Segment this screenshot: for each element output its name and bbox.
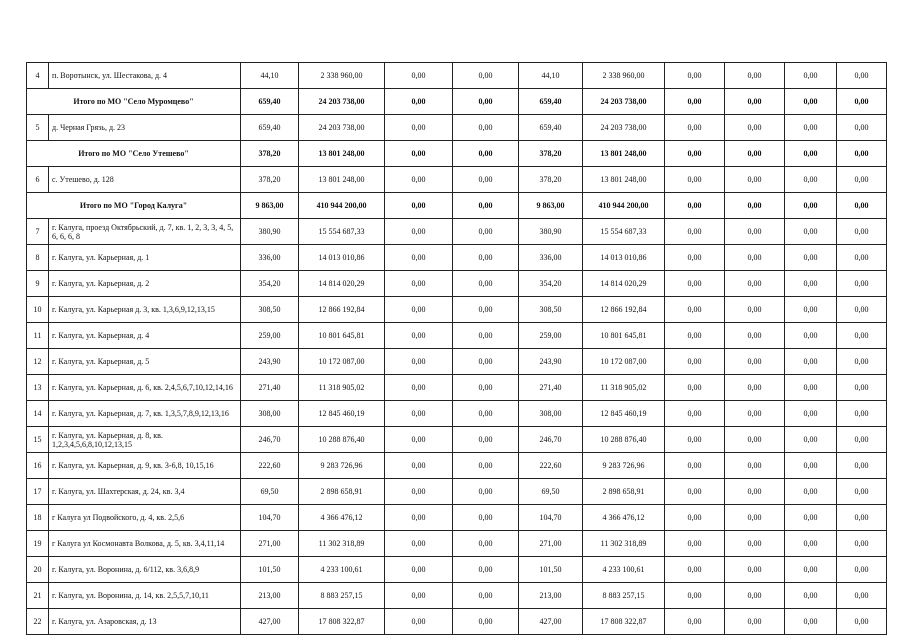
area-b-cell: 9 863,00 xyxy=(519,193,583,219)
area-c-cell: 0,00 xyxy=(665,505,725,531)
area-a-cell: 0,00 xyxy=(385,89,453,115)
area-d-cell: 0,00 xyxy=(785,141,837,167)
cost-d-cell: 0,00 xyxy=(837,89,887,115)
area-b-cell: 101,50 xyxy=(519,557,583,583)
cost-total-cell: 12 866 192,84 xyxy=(299,297,385,323)
cost-b-cell: 17 808 322,87 xyxy=(583,609,665,635)
table-row xyxy=(27,401,887,427)
row-number: 5 xyxy=(27,115,49,141)
cost-b-cell: 14 814 020,29 xyxy=(583,271,665,297)
area-d-cell: 0,00 xyxy=(785,557,837,583)
area-a-cell: 0,00 xyxy=(385,193,453,219)
cost-d-cell: 0,00 xyxy=(837,401,887,427)
cost-c-cell: 0,00 xyxy=(725,297,785,323)
cost-total-cell: 14 814 020,29 xyxy=(299,271,385,297)
cost-c-cell: 0,00 xyxy=(725,193,785,219)
cost-total-cell: 24 203 738,00 xyxy=(299,89,385,115)
cost-total-cell: 11 302 318,89 xyxy=(299,531,385,557)
cost-b-cell: 4 366 476,12 xyxy=(583,505,665,531)
area-b-cell: 271,40 xyxy=(519,375,583,401)
area-total-cell: 104,70 xyxy=(241,505,299,531)
area-total-cell: 44,10 xyxy=(241,63,299,89)
area-b-cell: 378,20 xyxy=(519,141,583,167)
cost-d-cell: 0,00 xyxy=(837,167,887,193)
area-b-cell: 213,00 xyxy=(519,583,583,609)
area-total-cell: 354,20 xyxy=(241,271,299,297)
cost-c-cell: 0,00 xyxy=(725,583,785,609)
area-total-cell: 222,60 xyxy=(241,453,299,479)
row-number: 11 xyxy=(27,323,49,349)
cost-a-cell: 0,00 xyxy=(453,193,519,219)
subtotal-row xyxy=(27,141,887,167)
cost-b-cell: 10 801 645,81 xyxy=(583,323,665,349)
area-a-cell: 0,00 xyxy=(385,427,453,453)
area-d-cell: 0,00 xyxy=(785,193,837,219)
area-b-cell: 44,10 xyxy=(519,63,583,89)
table-row xyxy=(27,63,887,89)
cost-d-cell: 0,00 xyxy=(837,323,887,349)
area-c-cell: 0,00 xyxy=(665,115,725,141)
area-a-cell: 0,00 xyxy=(385,479,453,505)
cost-c-cell: 0,00 xyxy=(725,219,785,245)
area-total-cell: 659,40 xyxy=(241,89,299,115)
area-b-cell: 308,00 xyxy=(519,401,583,427)
cost-d-cell: 0,00 xyxy=(837,297,887,323)
address-cell: г. Калуга, ул. Карьерная, д. 8, кв. 1,2,3,4,5,6,8,10,12,13,15 xyxy=(49,427,241,453)
area-total-cell: 9 863,00 xyxy=(241,193,299,219)
cost-c-cell: 0,00 xyxy=(725,375,785,401)
area-total-cell: 101,50 xyxy=(241,557,299,583)
cost-total-cell: 4 233 100,61 xyxy=(299,557,385,583)
table-row xyxy=(27,297,887,323)
area-a-cell: 0,00 xyxy=(385,141,453,167)
area-a-cell: 0,00 xyxy=(385,219,453,245)
area-total-cell: 378,20 xyxy=(241,141,299,167)
cost-d-cell: 0,00 xyxy=(837,583,887,609)
area-d-cell: 0,00 xyxy=(785,505,837,531)
subtotal-row xyxy=(27,193,887,219)
cost-b-cell: 410 944 200,00 xyxy=(583,193,665,219)
area-b-cell: 222,60 xyxy=(519,453,583,479)
table-row xyxy=(27,557,887,583)
row-number: 20 xyxy=(27,557,49,583)
area-total-cell: 243,90 xyxy=(241,349,299,375)
row-number: 9 xyxy=(27,271,49,297)
address-cell: п. Воротынск, ул. Шестакова, д. 4 xyxy=(49,63,241,89)
area-c-cell: 0,00 xyxy=(665,531,725,557)
area-b-cell: 659,40 xyxy=(519,89,583,115)
area-c-cell: 0,00 xyxy=(665,245,725,271)
table-row xyxy=(27,505,887,531)
cost-c-cell: 0,00 xyxy=(725,609,785,635)
cost-d-cell: 0,00 xyxy=(837,531,887,557)
housing-program-table xyxy=(26,62,887,635)
area-c-cell: 0,00 xyxy=(665,427,725,453)
area-b-cell: 659,40 xyxy=(519,115,583,141)
cost-b-cell: 13 801 248,00 xyxy=(583,167,665,193)
area-c-cell: 0,00 xyxy=(665,141,725,167)
area-a-cell: 0,00 xyxy=(385,297,453,323)
cost-d-cell: 0,00 xyxy=(837,609,887,635)
area-a-cell: 0,00 xyxy=(385,583,453,609)
table-row xyxy=(27,531,887,557)
cost-a-cell: 0,00 xyxy=(453,89,519,115)
area-a-cell: 0,00 xyxy=(385,505,453,531)
address-cell: с. Утешево, д. 128 xyxy=(49,167,241,193)
area-b-cell: 427,00 xyxy=(519,609,583,635)
area-d-cell: 0,00 xyxy=(785,479,837,505)
area-total-cell: 336,00 xyxy=(241,245,299,271)
cost-c-cell: 0,00 xyxy=(725,245,785,271)
cost-c-cell: 0,00 xyxy=(725,427,785,453)
area-d-cell: 0,00 xyxy=(785,245,837,271)
cost-b-cell: 2 898 658,91 xyxy=(583,479,665,505)
area-b-cell: 380,90 xyxy=(519,219,583,245)
cost-c-cell: 0,00 xyxy=(725,89,785,115)
cost-total-cell: 8 883 257,15 xyxy=(299,583,385,609)
cost-total-cell: 10 172 087,00 xyxy=(299,349,385,375)
cost-a-cell: 0,00 xyxy=(453,427,519,453)
area-c-cell: 0,00 xyxy=(665,349,725,375)
area-a-cell: 0,00 xyxy=(385,115,453,141)
area-a-cell: 0,00 xyxy=(385,271,453,297)
row-number: 14 xyxy=(27,401,49,427)
table-row xyxy=(27,427,887,453)
cost-a-cell: 0,00 xyxy=(453,583,519,609)
address-cell: г. Калуга, ул. Воронина, д. 6/112, кв. 3,6,8,9 xyxy=(49,557,241,583)
cost-d-cell: 0,00 xyxy=(837,271,887,297)
area-total-cell: 659,40 xyxy=(241,115,299,141)
cost-d-cell: 0,00 xyxy=(837,245,887,271)
area-a-cell: 0,00 xyxy=(385,349,453,375)
area-d-cell: 0,00 xyxy=(785,63,837,89)
row-number: 22 xyxy=(27,609,49,635)
cost-d-cell: 0,00 xyxy=(837,505,887,531)
cost-a-cell: 0,00 xyxy=(453,297,519,323)
table-row xyxy=(27,375,887,401)
area-d-cell: 0,00 xyxy=(785,115,837,141)
address-cell: г Калуга ул Подвойского, д. 4, кв. 2,5,6 xyxy=(49,505,241,531)
cost-c-cell: 0,00 xyxy=(725,557,785,583)
area-d-cell: 0,00 xyxy=(785,609,837,635)
area-b-cell: 259,00 xyxy=(519,323,583,349)
subtotal-label: Итого по МО "Село Муромцево" xyxy=(27,89,241,115)
cost-total-cell: 12 845 460,19 xyxy=(299,401,385,427)
address-cell: г Калуга ул Космонавта Волкова, д. 5, кв. 3,4,11,14 xyxy=(49,531,241,557)
table-row xyxy=(27,115,887,141)
area-c-cell: 0,00 xyxy=(665,219,725,245)
cost-a-cell: 0,00 xyxy=(453,115,519,141)
document-page xyxy=(26,62,887,635)
area-b-cell: 104,70 xyxy=(519,505,583,531)
cost-total-cell: 410 944 200,00 xyxy=(299,193,385,219)
cost-b-cell: 8 883 257,15 xyxy=(583,583,665,609)
area-b-cell: 243,90 xyxy=(519,349,583,375)
area-d-cell: 0,00 xyxy=(785,167,837,193)
cost-total-cell: 13 801 248,00 xyxy=(299,167,385,193)
cost-d-cell: 0,00 xyxy=(837,219,887,245)
area-total-cell: 246,70 xyxy=(241,427,299,453)
cost-b-cell: 12 845 460,19 xyxy=(583,401,665,427)
area-d-cell: 0,00 xyxy=(785,323,837,349)
area-c-cell: 0,00 xyxy=(665,401,725,427)
cost-d-cell: 0,00 xyxy=(837,427,887,453)
cost-a-cell: 0,00 xyxy=(453,479,519,505)
row-number: 21 xyxy=(27,583,49,609)
cost-total-cell: 9 283 726,96 xyxy=(299,453,385,479)
table-row xyxy=(27,349,887,375)
row-number: 18 xyxy=(27,505,49,531)
area-c-cell: 0,00 xyxy=(665,63,725,89)
area-c-cell: 0,00 xyxy=(665,271,725,297)
area-total-cell: 69,50 xyxy=(241,479,299,505)
cost-d-cell: 0,00 xyxy=(837,63,887,89)
cost-d-cell: 0,00 xyxy=(837,479,887,505)
cost-a-cell: 0,00 xyxy=(453,271,519,297)
area-c-cell: 0,00 xyxy=(665,479,725,505)
area-d-cell: 0,00 xyxy=(785,453,837,479)
table-row xyxy=(27,167,887,193)
cost-c-cell: 0,00 xyxy=(725,167,785,193)
area-d-cell: 0,00 xyxy=(785,89,837,115)
cost-d-cell: 0,00 xyxy=(837,115,887,141)
area-a-cell: 0,00 xyxy=(385,531,453,557)
subtotal-label: Итого по МО "Город Калуга" xyxy=(27,193,241,219)
area-d-cell: 0,00 xyxy=(785,427,837,453)
area-c-cell: 0,00 xyxy=(665,583,725,609)
cost-a-cell: 0,00 xyxy=(453,557,519,583)
area-a-cell: 0,00 xyxy=(385,63,453,89)
cost-c-cell: 0,00 xyxy=(725,271,785,297)
cost-a-cell: 0,00 xyxy=(453,401,519,427)
cost-b-cell: 11 318 905,02 xyxy=(583,375,665,401)
cost-b-cell: 24 203 738,00 xyxy=(583,89,665,115)
cost-d-cell: 0,00 xyxy=(837,141,887,167)
area-c-cell: 0,00 xyxy=(665,453,725,479)
cost-total-cell: 13 801 248,00 xyxy=(299,141,385,167)
area-b-cell: 246,70 xyxy=(519,427,583,453)
cost-d-cell: 0,00 xyxy=(837,453,887,479)
cost-total-cell: 24 203 738,00 xyxy=(299,115,385,141)
area-total-cell: 213,00 xyxy=(241,583,299,609)
area-a-cell: 0,00 xyxy=(385,453,453,479)
area-b-cell: 378,20 xyxy=(519,167,583,193)
area-a-cell: 0,00 xyxy=(385,375,453,401)
area-c-cell: 0,00 xyxy=(665,609,725,635)
area-c-cell: 0,00 xyxy=(665,297,725,323)
area-a-cell: 0,00 xyxy=(385,245,453,271)
area-d-cell: 0,00 xyxy=(785,297,837,323)
cost-a-cell: 0,00 xyxy=(453,245,519,271)
area-d-cell: 0,00 xyxy=(785,349,837,375)
address-cell: г. Калуга, ул. Карьерная, д. 2 xyxy=(49,271,241,297)
cost-a-cell: 0,00 xyxy=(453,167,519,193)
cost-a-cell: 0,00 xyxy=(453,63,519,89)
area-d-cell: 0,00 xyxy=(785,531,837,557)
cost-total-cell: 17 808 322,87 xyxy=(299,609,385,635)
cost-a-cell: 0,00 xyxy=(453,323,519,349)
row-number: 13 xyxy=(27,375,49,401)
cost-c-cell: 0,00 xyxy=(725,531,785,557)
area-a-cell: 0,00 xyxy=(385,557,453,583)
cost-a-cell: 0,00 xyxy=(453,609,519,635)
area-b-cell: 308,50 xyxy=(519,297,583,323)
cost-b-cell: 4 233 100,61 xyxy=(583,557,665,583)
cost-c-cell: 0,00 xyxy=(725,323,785,349)
cost-c-cell: 0,00 xyxy=(725,505,785,531)
area-a-cell: 0,00 xyxy=(385,323,453,349)
cost-b-cell: 13 801 248,00 xyxy=(583,141,665,167)
table-row xyxy=(27,453,887,479)
address-cell: г. Калуга, ул. Азаровская, д. 13 xyxy=(49,609,241,635)
subtotal-label: Итого по МО "Село Утешево" xyxy=(27,141,241,167)
address-cell: г. Калуга, ул. Карьерная, д. 1 xyxy=(49,245,241,271)
cost-b-cell: 14 013 010,86 xyxy=(583,245,665,271)
cost-total-cell: 10 801 645,81 xyxy=(299,323,385,349)
area-total-cell: 380,90 xyxy=(241,219,299,245)
cost-b-cell: 15 554 687,33 xyxy=(583,219,665,245)
cost-b-cell: 24 203 738,00 xyxy=(583,115,665,141)
row-number: 15 xyxy=(27,427,49,453)
table-row xyxy=(27,323,887,349)
cost-a-cell: 0,00 xyxy=(453,453,519,479)
row-number: 6 xyxy=(27,167,49,193)
cost-total-cell: 10 288 876,40 xyxy=(299,427,385,453)
area-b-cell: 69,50 xyxy=(519,479,583,505)
cost-a-cell: 0,00 xyxy=(453,141,519,167)
area-total-cell: 271,40 xyxy=(241,375,299,401)
row-number: 17 xyxy=(27,479,49,505)
cost-total-cell: 2 898 658,91 xyxy=(299,479,385,505)
area-total-cell: 427,00 xyxy=(241,609,299,635)
cost-d-cell: 0,00 xyxy=(837,349,887,375)
area-c-cell: 0,00 xyxy=(665,167,725,193)
row-number: 12 xyxy=(27,349,49,375)
area-d-cell: 0,00 xyxy=(785,401,837,427)
cost-total-cell: 15 554 687,33 xyxy=(299,219,385,245)
cost-a-cell: 0,00 xyxy=(453,505,519,531)
address-cell: г. Калуга, ул. Карьерная, д. 5 xyxy=(49,349,241,375)
cost-c-cell: 0,00 xyxy=(725,141,785,167)
area-c-cell: 0,00 xyxy=(665,557,725,583)
table-row xyxy=(27,479,887,505)
cost-d-cell: 0,00 xyxy=(837,557,887,583)
address-cell: г. Калуга, ул. Карьерная, д. 7, кв. 1,3,5,7,8,9,12,13,16 xyxy=(49,401,241,427)
area-total-cell: 259,00 xyxy=(241,323,299,349)
address-cell: г. Калуга, ул. Карьерная, д. 9, кв. 3-6,8, 10,15,16 xyxy=(49,453,241,479)
cost-c-cell: 0,00 xyxy=(725,63,785,89)
area-c-cell: 0,00 xyxy=(665,375,725,401)
area-total-cell: 308,00 xyxy=(241,401,299,427)
area-d-cell: 0,00 xyxy=(785,583,837,609)
table-row xyxy=(27,271,887,297)
row-number: 10 xyxy=(27,297,49,323)
cost-b-cell: 12 866 192,84 xyxy=(583,297,665,323)
area-d-cell: 0,00 xyxy=(785,375,837,401)
cost-total-cell: 4 366 476,12 xyxy=(299,505,385,531)
area-d-cell: 0,00 xyxy=(785,271,837,297)
cost-c-cell: 0,00 xyxy=(725,401,785,427)
address-cell: д. Черная Грязь, д. 23 xyxy=(49,115,241,141)
row-number: 7 xyxy=(27,219,49,245)
area-total-cell: 378,20 xyxy=(241,167,299,193)
cost-d-cell: 0,00 xyxy=(837,375,887,401)
area-b-cell: 354,20 xyxy=(519,271,583,297)
cost-total-cell: 14 013 010,86 xyxy=(299,245,385,271)
address-cell: г. Калуга, ул. Шахтерская, д. 24, кв. 3,4 xyxy=(49,479,241,505)
row-number: 19 xyxy=(27,531,49,557)
area-c-cell: 0,00 xyxy=(665,89,725,115)
cost-c-cell: 0,00 xyxy=(725,349,785,375)
address-cell: г. Калуга, ул. Карьерная, д. 4 xyxy=(49,323,241,349)
area-c-cell: 0,00 xyxy=(665,193,725,219)
cost-total-cell: 2 338 960,00 xyxy=(299,63,385,89)
area-a-cell: 0,00 xyxy=(385,401,453,427)
row-number: 16 xyxy=(27,453,49,479)
cost-b-cell: 9 283 726,96 xyxy=(583,453,665,479)
cost-b-cell: 2 338 960,00 xyxy=(583,63,665,89)
cost-b-cell: 10 172 087,00 xyxy=(583,349,665,375)
address-cell: г. Калуга, ул. Карьерная, д. 6, кв. 2,4,5,6,7,10,12,14,16 xyxy=(49,375,241,401)
area-total-cell: 271,00 xyxy=(241,531,299,557)
cost-a-cell: 0,00 xyxy=(453,349,519,375)
area-a-cell: 0,00 xyxy=(385,167,453,193)
area-d-cell: 0,00 xyxy=(785,219,837,245)
area-total-cell: 308,50 xyxy=(241,297,299,323)
cost-c-cell: 0,00 xyxy=(725,453,785,479)
area-a-cell: 0,00 xyxy=(385,609,453,635)
table-row xyxy=(27,583,887,609)
table-row xyxy=(27,219,887,245)
table-row xyxy=(27,609,887,635)
subtotal-row xyxy=(27,89,887,115)
cost-c-cell: 0,00 xyxy=(725,115,785,141)
cost-a-cell: 0,00 xyxy=(453,375,519,401)
area-b-cell: 336,00 xyxy=(519,245,583,271)
row-number: 4 xyxy=(27,63,49,89)
row-number: 8 xyxy=(27,245,49,271)
cost-total-cell: 11 318 905,02 xyxy=(299,375,385,401)
cost-c-cell: 0,00 xyxy=(725,479,785,505)
cost-a-cell: 0,00 xyxy=(453,219,519,245)
cost-d-cell: 0,00 xyxy=(837,193,887,219)
address-cell: г. Калуга, ул. Карьерная д. 3, кв. 1,3,6,9,12,13,15 xyxy=(49,297,241,323)
address-cell: г. Калуга, ул. Воронина, д. 14, кв. 2,5,5,7,10,11 xyxy=(49,583,241,609)
cost-a-cell: 0,00 xyxy=(453,531,519,557)
area-b-cell: 271,00 xyxy=(519,531,583,557)
cost-b-cell: 10 288 876,40 xyxy=(583,427,665,453)
table-row xyxy=(27,245,887,271)
cost-b-cell: 11 302 318,89 xyxy=(583,531,665,557)
area-c-cell: 0,00 xyxy=(665,323,725,349)
address-cell: г. Калуга, проезд Октябрьский, д. 7, кв. 1, 2, 3, 3, 4, 5, 6, 6, 6, 8 xyxy=(49,219,241,245)
